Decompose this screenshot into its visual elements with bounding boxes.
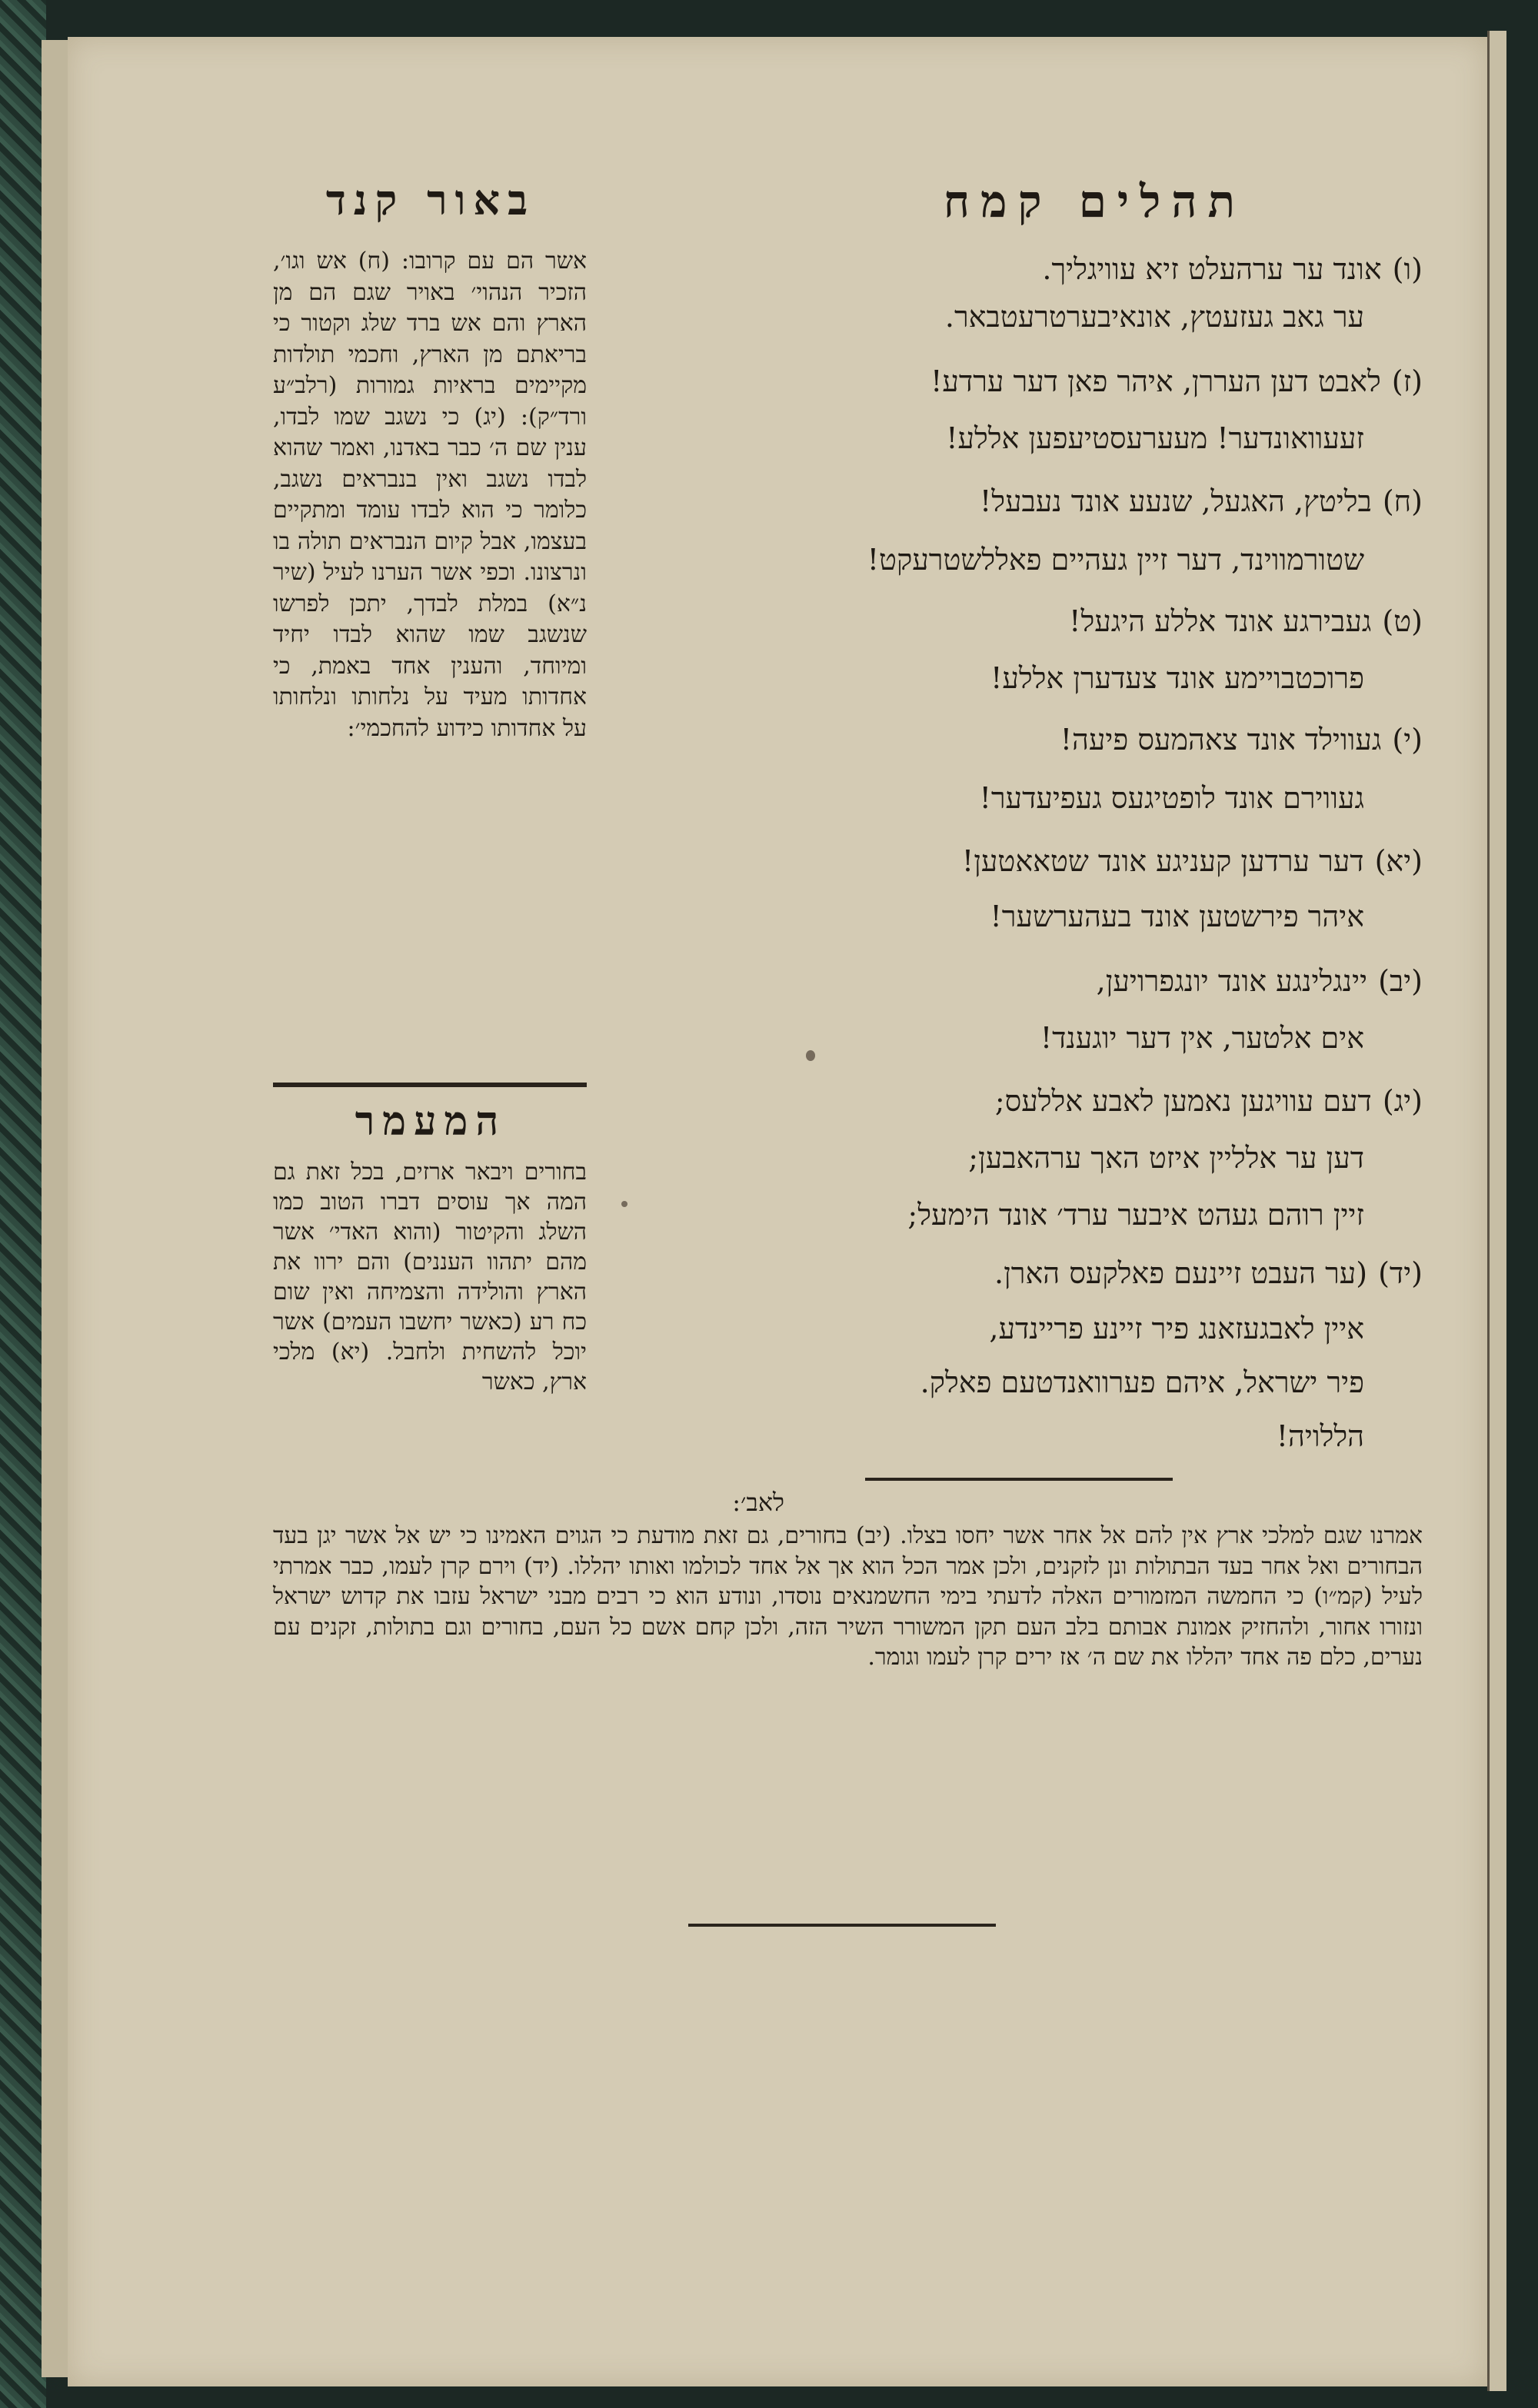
verse-number: (ו) (1392, 252, 1423, 286)
commentary-title: באור קנד (325, 175, 536, 225)
ink-spot (621, 1201, 628, 1207)
verse-text: דען ער אלליין איזט האך ערהאבען; (968, 1141, 1364, 1175)
commentary-text: אשר הם עם קרובו: (ח) אש וגו׳, הזכיר הנהוי׳ באויר שגם הם מן הארץ והם אש ברד שלג וקטור כי בריאתם מן הארץ, וחכמי תולדות מקיימים בראיות גמורות (רלב״ע ורד״ק): (יג) כי נשגב שמו לבדו, ענין שם ה׳ כבר באדנו, ואמר שהוא לבדו נשגב ואין בנבראים נשגב, כלומר כי הוא לבדו עומד ומתקיים בעצמו, אבל קיום הנבראים תולה בו ונרצונו. וכפי אשר הערנו לעיל (שיר נ״א) במלת לבדך, יתכן לפרשו שנשגב שמו שהוא לבדו יחיד ומיוחד, והענין אחד באמת, כי אחדותו מעיד על נלחותו ונלחותו על אחדותו כידוע להחכמי׳: (273, 248, 587, 742)
verse-text: פיר ישראל, איהם פערוואנדטעם פאלק. (920, 1365, 1364, 1399)
verse-text: לאבט דען העררן, איהר פאן דער ערדע! (930, 364, 1381, 398)
verse-line (907, 1192, 1364, 1238)
verse-number: (ט) (1382, 604, 1423, 638)
verse-text: זיין רוהם געהט איבער ערד׳ אונד הימעל; (907, 1198, 1364, 1232)
verse-line (995, 1078, 1423, 1124)
verse-number: (יב) (1378, 964, 1423, 998)
verse-text: שטורמווינד, דער זיין געהיים פאללשטרעקט! (867, 543, 1364, 577)
verse-line (962, 838, 1423, 884)
verse-number: (יד) (1378, 1256, 1423, 1290)
main-title: תהלים קמח (943, 175, 1246, 228)
end-rule (688, 1924, 996, 1927)
verse-text: געבירגע אונד אללע היגעל! (1069, 604, 1372, 638)
verse-text: זעעוואונדער! מעערעסטיעפען אללע! (946, 421, 1364, 455)
verse-line (990, 655, 1364, 701)
next-page-edge (1487, 31, 1506, 2391)
section-title: המעמר (355, 1098, 507, 1145)
verse-text: איין לאבגעזאנג פיר זיינע פריינדע, (989, 1312, 1364, 1345)
verse-line (1060, 717, 1423, 763)
verse-text: איהר פירשטען אונד בעהערשער! (990, 900, 1364, 933)
verse-text: דער ערדען קעניגע אונד שטאאטען! (961, 844, 1364, 878)
verse-text: דעם עוויגען נאמען לאבע אללעס; (994, 1084, 1372, 1118)
verse-line (989, 1305, 1364, 1352)
verse-text: פרוכטבויימע אונד צעדערן אללע! (990, 661, 1364, 695)
verse-text: אונד ער ערהעלט זיא עוויגליך. (1042, 252, 1382, 286)
footnote-label: לאב׳: (732, 1488, 784, 1517)
verse-text: אים אלטער, אין דער יוגענד! (1040, 1021, 1364, 1055)
verse-text: יינגלינגע אונד יונגפרויען, (1096, 964, 1368, 998)
verse-text: הללויה! (1276, 1419, 1364, 1453)
verse-line (1069, 598, 1423, 644)
verse-line (945, 294, 1364, 340)
footnote-text: אמרנו שגם למלכי ארץ אין להם אל אחר אשר יחסו בצלו. (יב) בחורים, גם זאת מודעת כי הגוים האמינו כי יש אל אשר יגן בעד הבחורים ואל אחר בעד הבתולות ונן לזקנים, ולכן אמר הכל הוא אך אל אחד לכולמו ואותו יהללו. (יד) וירם קרן לעמו, כבר אמרתי לעיל (קמ״ו) כי החמשה המזמורים האלה לדעתי בימי החשמנאים נוסדו, ונודע הוא כי רבים מבני ישראל עזבו את קדוש ישראל ונזורו אחור, ולהחזיק אמונת אבותם בלב העם תקן המשורר השיר הזה, ולכן קחם אשם כל העם, בחורים וגם בתולות, זקנים עם נערים, כלם פה אחד יהללו את שם ה׳ אז ירים קרן לעמו וגומר. (273, 1522, 1423, 1671)
maamar-text: בחורים ויבאר ארזים, בכל זאת גם המה אך עוסים דברו הטוב כמו השלג והקיטור (והוא האדי׳ אשר מהם יתהוו העננים) והם ירוו את הארץ והולידה והצמיחה ואין שום כח רע (כאשר יחשבו העמים) אשר יוכל להשחית ולחבל. (יא) מלכי ארץ, כאשר (273, 1159, 587, 1395)
verse-line (1040, 1015, 1364, 1061)
verse-line (968, 1135, 1364, 1181)
verse-number: (ז) (1391, 364, 1423, 398)
verse-line (946, 415, 1364, 461)
marbled-binding (0, 0, 46, 2408)
verse-line (990, 893, 1364, 940)
verse-text: געווירם אונד לופטיגעס געפיעדער! (979, 781, 1364, 815)
verse-line (1097, 958, 1423, 1004)
ink-spot (806, 1050, 815, 1061)
verse-line (994, 1250, 1423, 1296)
verse-line (920, 1359, 1364, 1405)
verse-line (980, 478, 1423, 524)
verse-text: געווילד אונד צאהמעס פיעה! (1060, 723, 1382, 757)
verse-text: בליטץ, האגעל, שנעע אונד נעבעל! (979, 484, 1372, 518)
section-divider (273, 1083, 587, 1087)
verse-line (930, 358, 1423, 404)
verse-line (980, 775, 1364, 821)
verse-line (867, 537, 1364, 583)
verse-line (1042, 246, 1423, 292)
verse-number: (יא) (1374, 844, 1423, 878)
verse-number: (יג) (1382, 1084, 1423, 1118)
verse-number: (ח) (1382, 484, 1423, 518)
verse-text: (ער העבט זיינעם פאלקעס הארן. (994, 1256, 1368, 1290)
verse-text: ער גאב געזעטץ, אונאיבערטרעטבאר. (944, 300, 1364, 334)
verse-end-rule (865, 1478, 1173, 1481)
verse-number: (י) (1392, 723, 1423, 757)
verse-line (1277, 1413, 1364, 1459)
